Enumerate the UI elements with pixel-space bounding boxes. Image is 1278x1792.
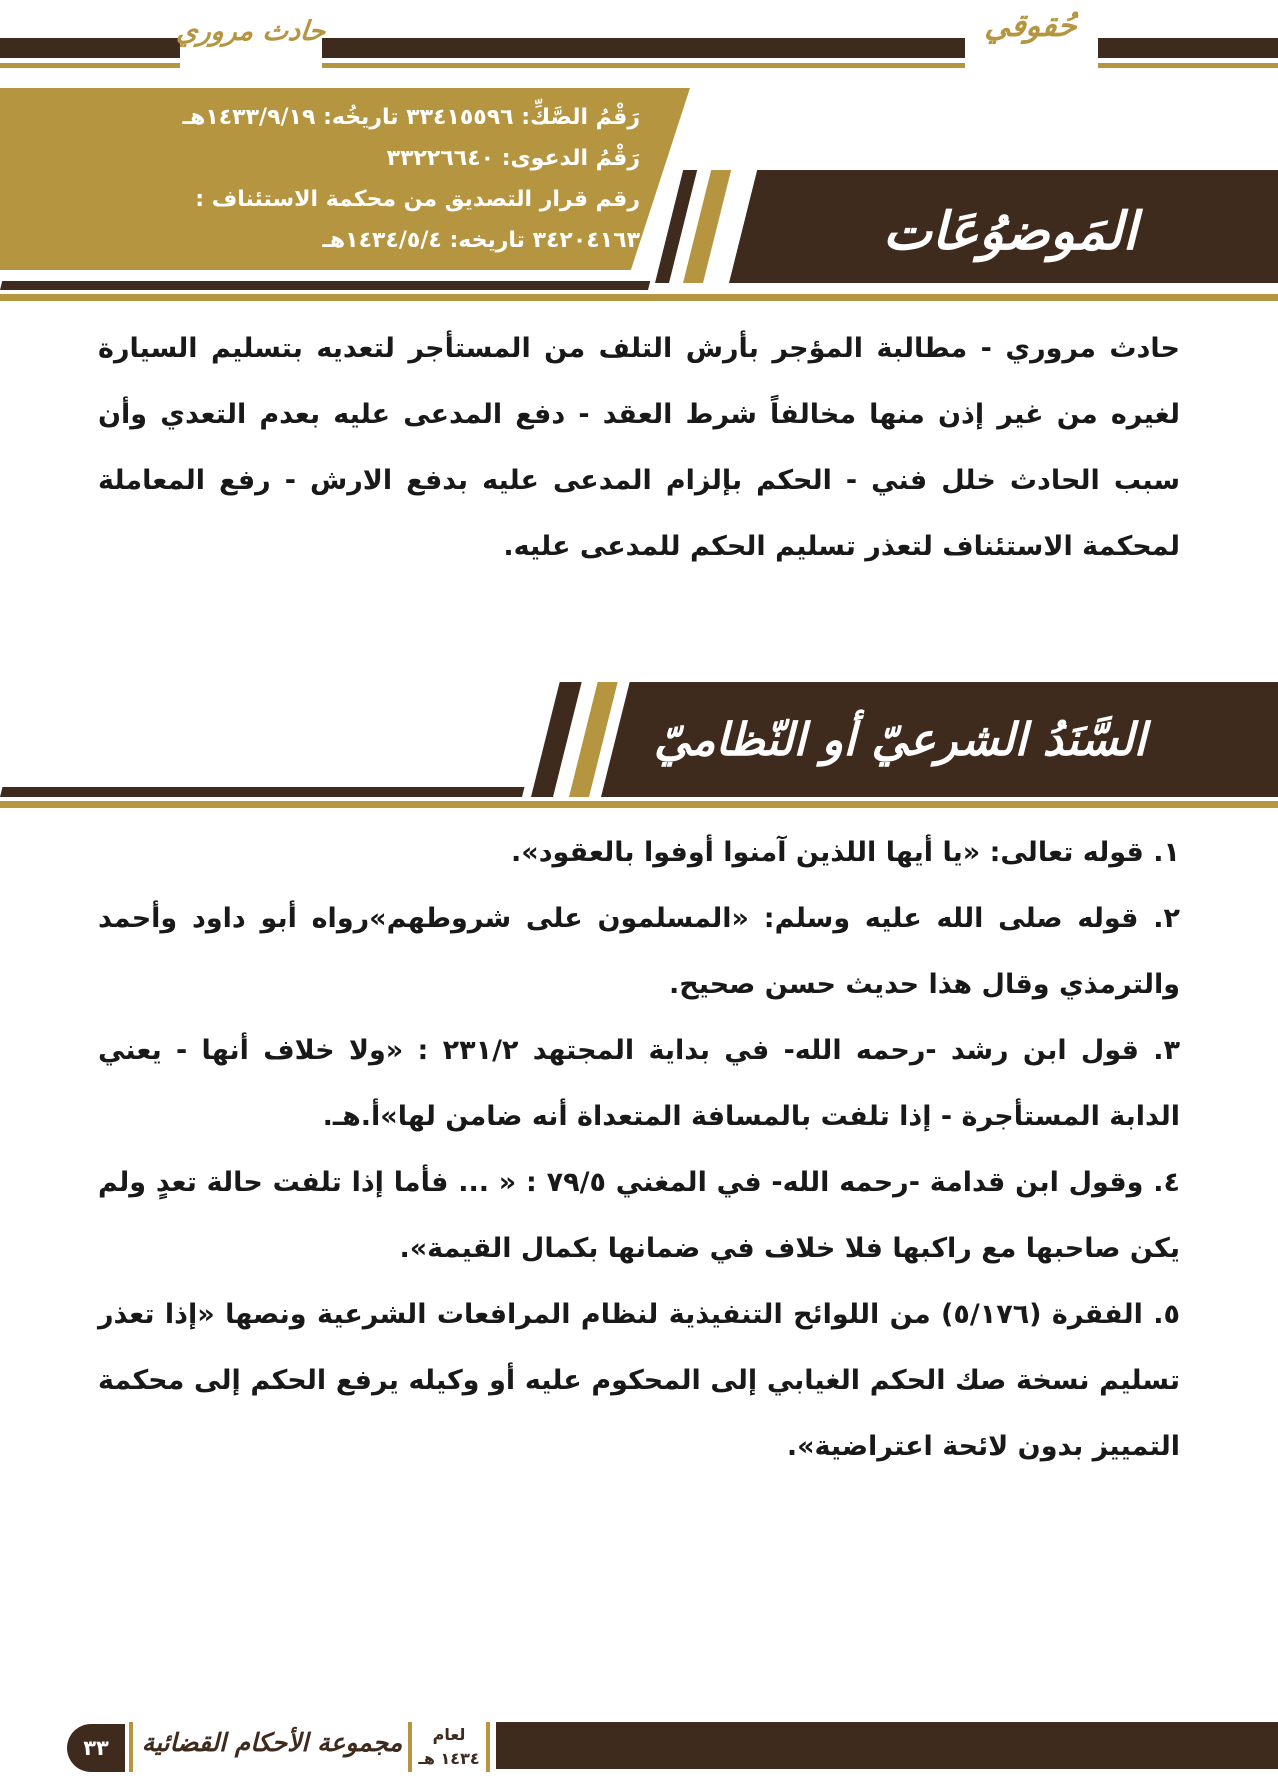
publication-title: مجموعة الأحكام القضائية — [141, 1728, 403, 1757]
legal-basis-item-1: ١. قوله تعالى: «يا أيها اللذين آمنوا أوفوا بالعقود». — [511, 837, 1180, 868]
header-gold-rule-3 — [1098, 63, 1278, 68]
legal-basis-item-5: ٥. الفقرة (٥/١٧٦) من اللوائح التنفيذية لنظام المرافعات الشرعية ونصها «إذا تعذر تسليم نسخة صك الحكم الغيابي إلى المحكوم عليه أو وكيله يرفع الحكم إلى محكمة التمييز بدون لائحة اعتراضية». — [98, 1299, 1181, 1462]
appeal-approval-number-line: ٣٤٢٠٤١٦٣ تاريخه: ١٤٣٤/٥/٤هـ — [322, 228, 640, 253]
page-number-badge: ٣٣ — [67, 1724, 125, 1772]
footer-rule — [496, 1722, 1278, 1769]
footer-divider-bar-1 — [129, 1722, 133, 1772]
deed-number-line: رَقْمُ الصَّكِّ: ٣٣٤١٥٥٩٦ تاريخُه: ١٤٣٣/٩/١٩هـ — [182, 105, 640, 130]
topics-summary-paragraph: حادث مروري - مطالبة المؤجر بأرش التلف من المستأجر لتعديه بتسليم السيارة لغيره من غير إذن منها مخالفاً شرط العقد - دفع المدعى عليه بعدم التعدي وأن سبب الحادث خلل فني - الحكم بإلزام المدعى عليه بدفع الارش - رفع المعاملة لمحكمة الاستئناف لتعذر تسليم الحكم للمدعى عليه. — [98, 333, 1180, 562]
header-category-label: حادث مروري — [175, 16, 327, 47]
legal-basis-list — [98, 820, 1180, 1480]
publication-year-label: لعام — [432, 1725, 466, 1744]
legal-basis-item-2: ٢. قوله صلى الله عليه وسلم: «المسلمون على شروطهم»رواه أبو داود وأحمد والترمذي وقال هذا حديث حسن صحيح. — [98, 903, 1180, 1000]
publication-year-value: ١٤٣٤ هـ — [418, 1749, 480, 1768]
publication-year — [416, 1723, 482, 1771]
topics-section-title: المَوضوُعَات — [882, 202, 1138, 262]
appeal-approval-line: رقم قرار التصديق من محكمة الاستئناف : — [195, 187, 640, 212]
footer-divider-bar-3 — [486, 1722, 490, 1772]
basis-banner-tail-rule — [0, 787, 524, 797]
header-brand-label: حُقوقي — [983, 8, 1079, 44]
header-rule-middle — [322, 38, 965, 58]
basis-gold-divider — [0, 801, 1278, 808]
topics-gold-divider — [0, 294, 1278, 301]
header-rule-left-of-brand — [1098, 38, 1278, 58]
lawsuit-number-line: رَقْمُ الدعوى: ٣٣٢٢٦٦٤٠ — [386, 146, 640, 171]
footer-divider-bar-2 — [408, 1722, 412, 1772]
case-info-lines — [40, 97, 640, 261]
legal-basis-item-4: ٤. وقول ابن قدامة -رحمه الله- في المغني ٧٩/٥ : « ... فأما إذا تلفت حالة تعدٍ ولم يكن صاحبها مع راكبها فلا خلاف في ضمانها بكمال القيمة». — [98, 1167, 1180, 1264]
header-gold-rule-1 — [0, 63, 180, 68]
header-gold-rule-2 — [322, 63, 965, 68]
topics-banner-tail-rule — [0, 281, 650, 290]
basis-section-title: السَّنَدُ الشرعيّ أو النّظاميّ — [653, 713, 1147, 766]
header-rule-right-of-category — [0, 38, 180, 58]
legal-basis-item-3: ٣. قول ابن رشد -رحمه الله- في بداية المجتهد ٢٣١/٢ : «ولا خلاف أنها - يعني الدابة المستأجرة - إذا تلفت بالمسافة المتعداة أنه ضامن لها»أ.هـ. — [98, 1035, 1180, 1132]
